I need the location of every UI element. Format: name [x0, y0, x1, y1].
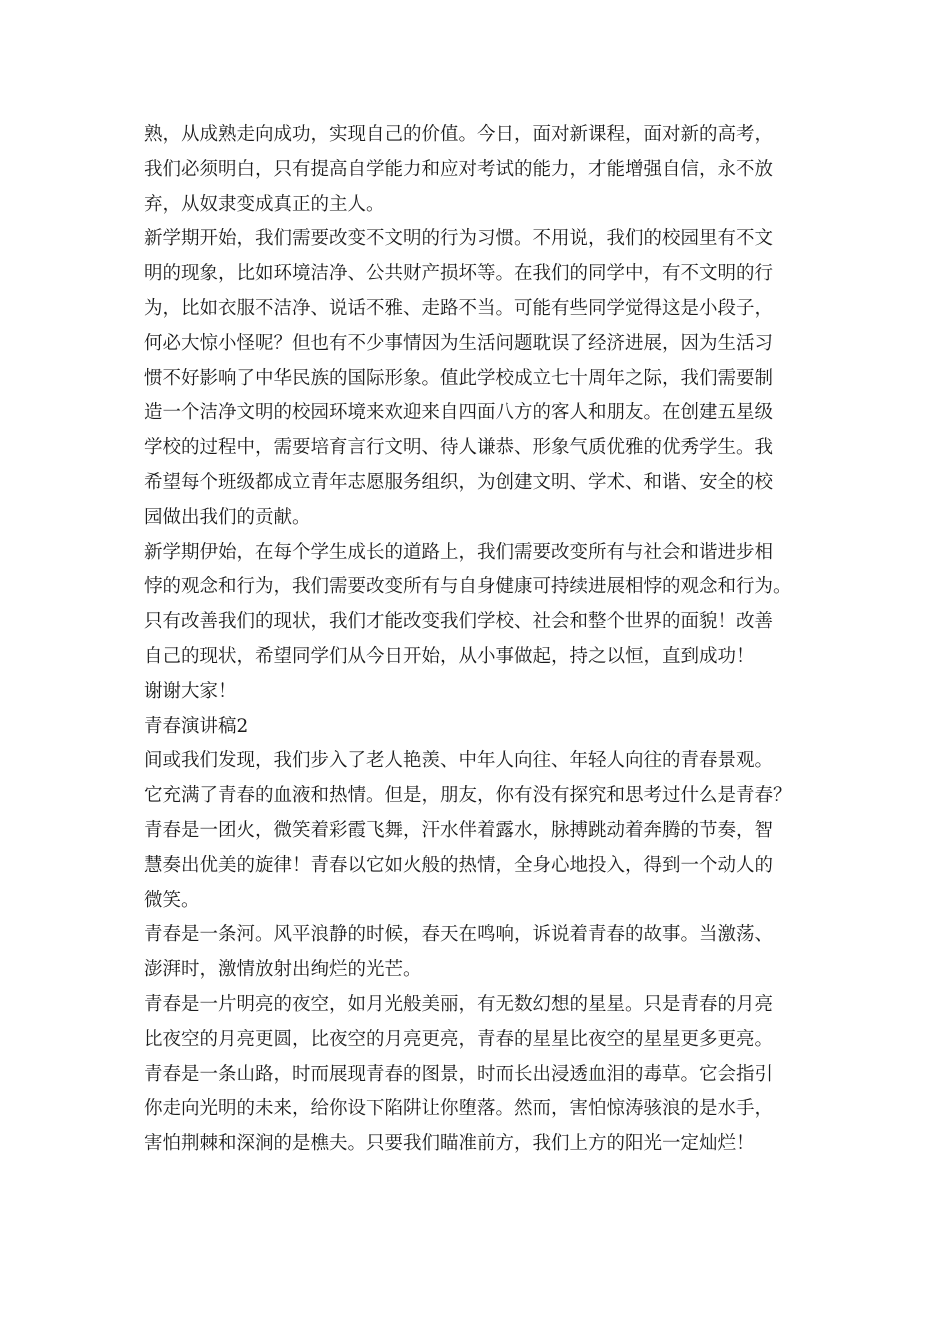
text-line: 惯不好影响了中华民族的国际形象。值此学校成立七十周年之际，我们需要制	[144, 367, 774, 389]
text-line: 新学期伊始，在每个学生成长的道路上，我们需要改变所有与社会和谐进步相	[144, 541, 774, 563]
text-line: 园做出我们的贡献。	[144, 506, 311, 528]
document-body	[144, 118, 810, 1162]
text-line: 熟，从成熟走向成功，实现自己的价值。今日，面对新课程，面对新的高考，	[144, 124, 774, 145]
text-line: 明的现象，比如环境洁净、公共财产损坏等。在我们的同学中，有不文明的行	[144, 263, 774, 285]
text-line: 新学期开始，我们需要改变不文明的行为习惯。不用说，我们的校园里有不文	[144, 228, 774, 250]
text-line: 慧奏出优美的旋律！青春以它如火般的热情，全身心地投入，得到一个动人的	[144, 854, 774, 876]
text-line: 你走向光明的未来，给你设下陷阱让你堕落。然而，害怕惊涛骇浪的是水手，	[144, 1098, 774, 1120]
text-line: 何必大惊小怪呢？但也有不少事情因为生活问题耽误了经济进展，因为生活习	[144, 332, 774, 354]
text-line: 青春是一团火，微笑着彩霞飞舞，汗水伴着露水，脉搏跳动着奔腾的节奏，智	[144, 819, 774, 841]
text-line: 害怕荆棘和深涧的是樵夫。只要我们瞄准前方，我们上方的阳光一定灿烂！	[144, 1133, 755, 1155]
text-line: 谢谢大家！	[144, 680, 237, 702]
text-line: 青春是一条山路，时而展现青春的图景，时而长出浸透血泪的毒草。它会指引	[144, 1063, 774, 1085]
text-line: 学校的过程中，需要培育言行文明、待人谦恭、形象气质优雅的优秀学生。我	[144, 437, 774, 459]
text-line: 它充满了青春的血液和热情。但是，朋友，你有没有探究和思考过什么是青春？	[144, 785, 792, 807]
text-line: 造一个洁净文明的校园环境来欢迎来自四面八方的客人和朋友。在创建五星级	[144, 402, 774, 424]
text-line: 间或我们发现，我们步入了老人艳羡、中年人向往、年轻人向往的青春景观。	[144, 750, 774, 772]
text-line: 悖的观念和行为，我们需要改变所有与自身健康可持续进展相悖的观念和行为。	[144, 576, 792, 598]
text-line: 为，比如衣服不洁净、说话不雅、走路不当。可能有些同学觉得这是小段子，	[144, 297, 774, 319]
text-line: 澎湃时，激情放射出绚烂的光芒。	[144, 959, 422, 981]
text-line: 青春是一条河。风平浪静的时候，春天在鸣响，诉说着青春的故事。当激荡、	[144, 924, 774, 946]
text-line: 青春是一片明亮的夜空，如月光般美丽，有无数幻想的星星。只是青春的月亮	[144, 993, 774, 1015]
text-line: 我们必须明白，只有提高自学能力和应对考试的能力，才能增强自信，永不放	[144, 158, 774, 180]
text-line: 微笑。	[144, 889, 200, 911]
text-line: 比夜空的月亮更圆，比夜空的月亮更亮，青春的星星比夜空的星星更多更亮。	[144, 1028, 774, 1050]
text-line: 自己的现状，希望同学们从今日开始，从小事做起，持之以恒，直到成功！	[144, 645, 755, 667]
text-line: 希望每个班级都成立青年志愿服务组织，为创建文明、学术、和谐、安全的校	[144, 471, 774, 493]
text-line: 弃，从奴隶变成真正的主人。	[144, 193, 385, 215]
section-heading: 青春演讲稿2	[144, 715, 249, 737]
text-line: 只有改善我们的现状，我们才能改变我们学校、社会和整个世界的面貌！改善	[144, 611, 774, 633]
